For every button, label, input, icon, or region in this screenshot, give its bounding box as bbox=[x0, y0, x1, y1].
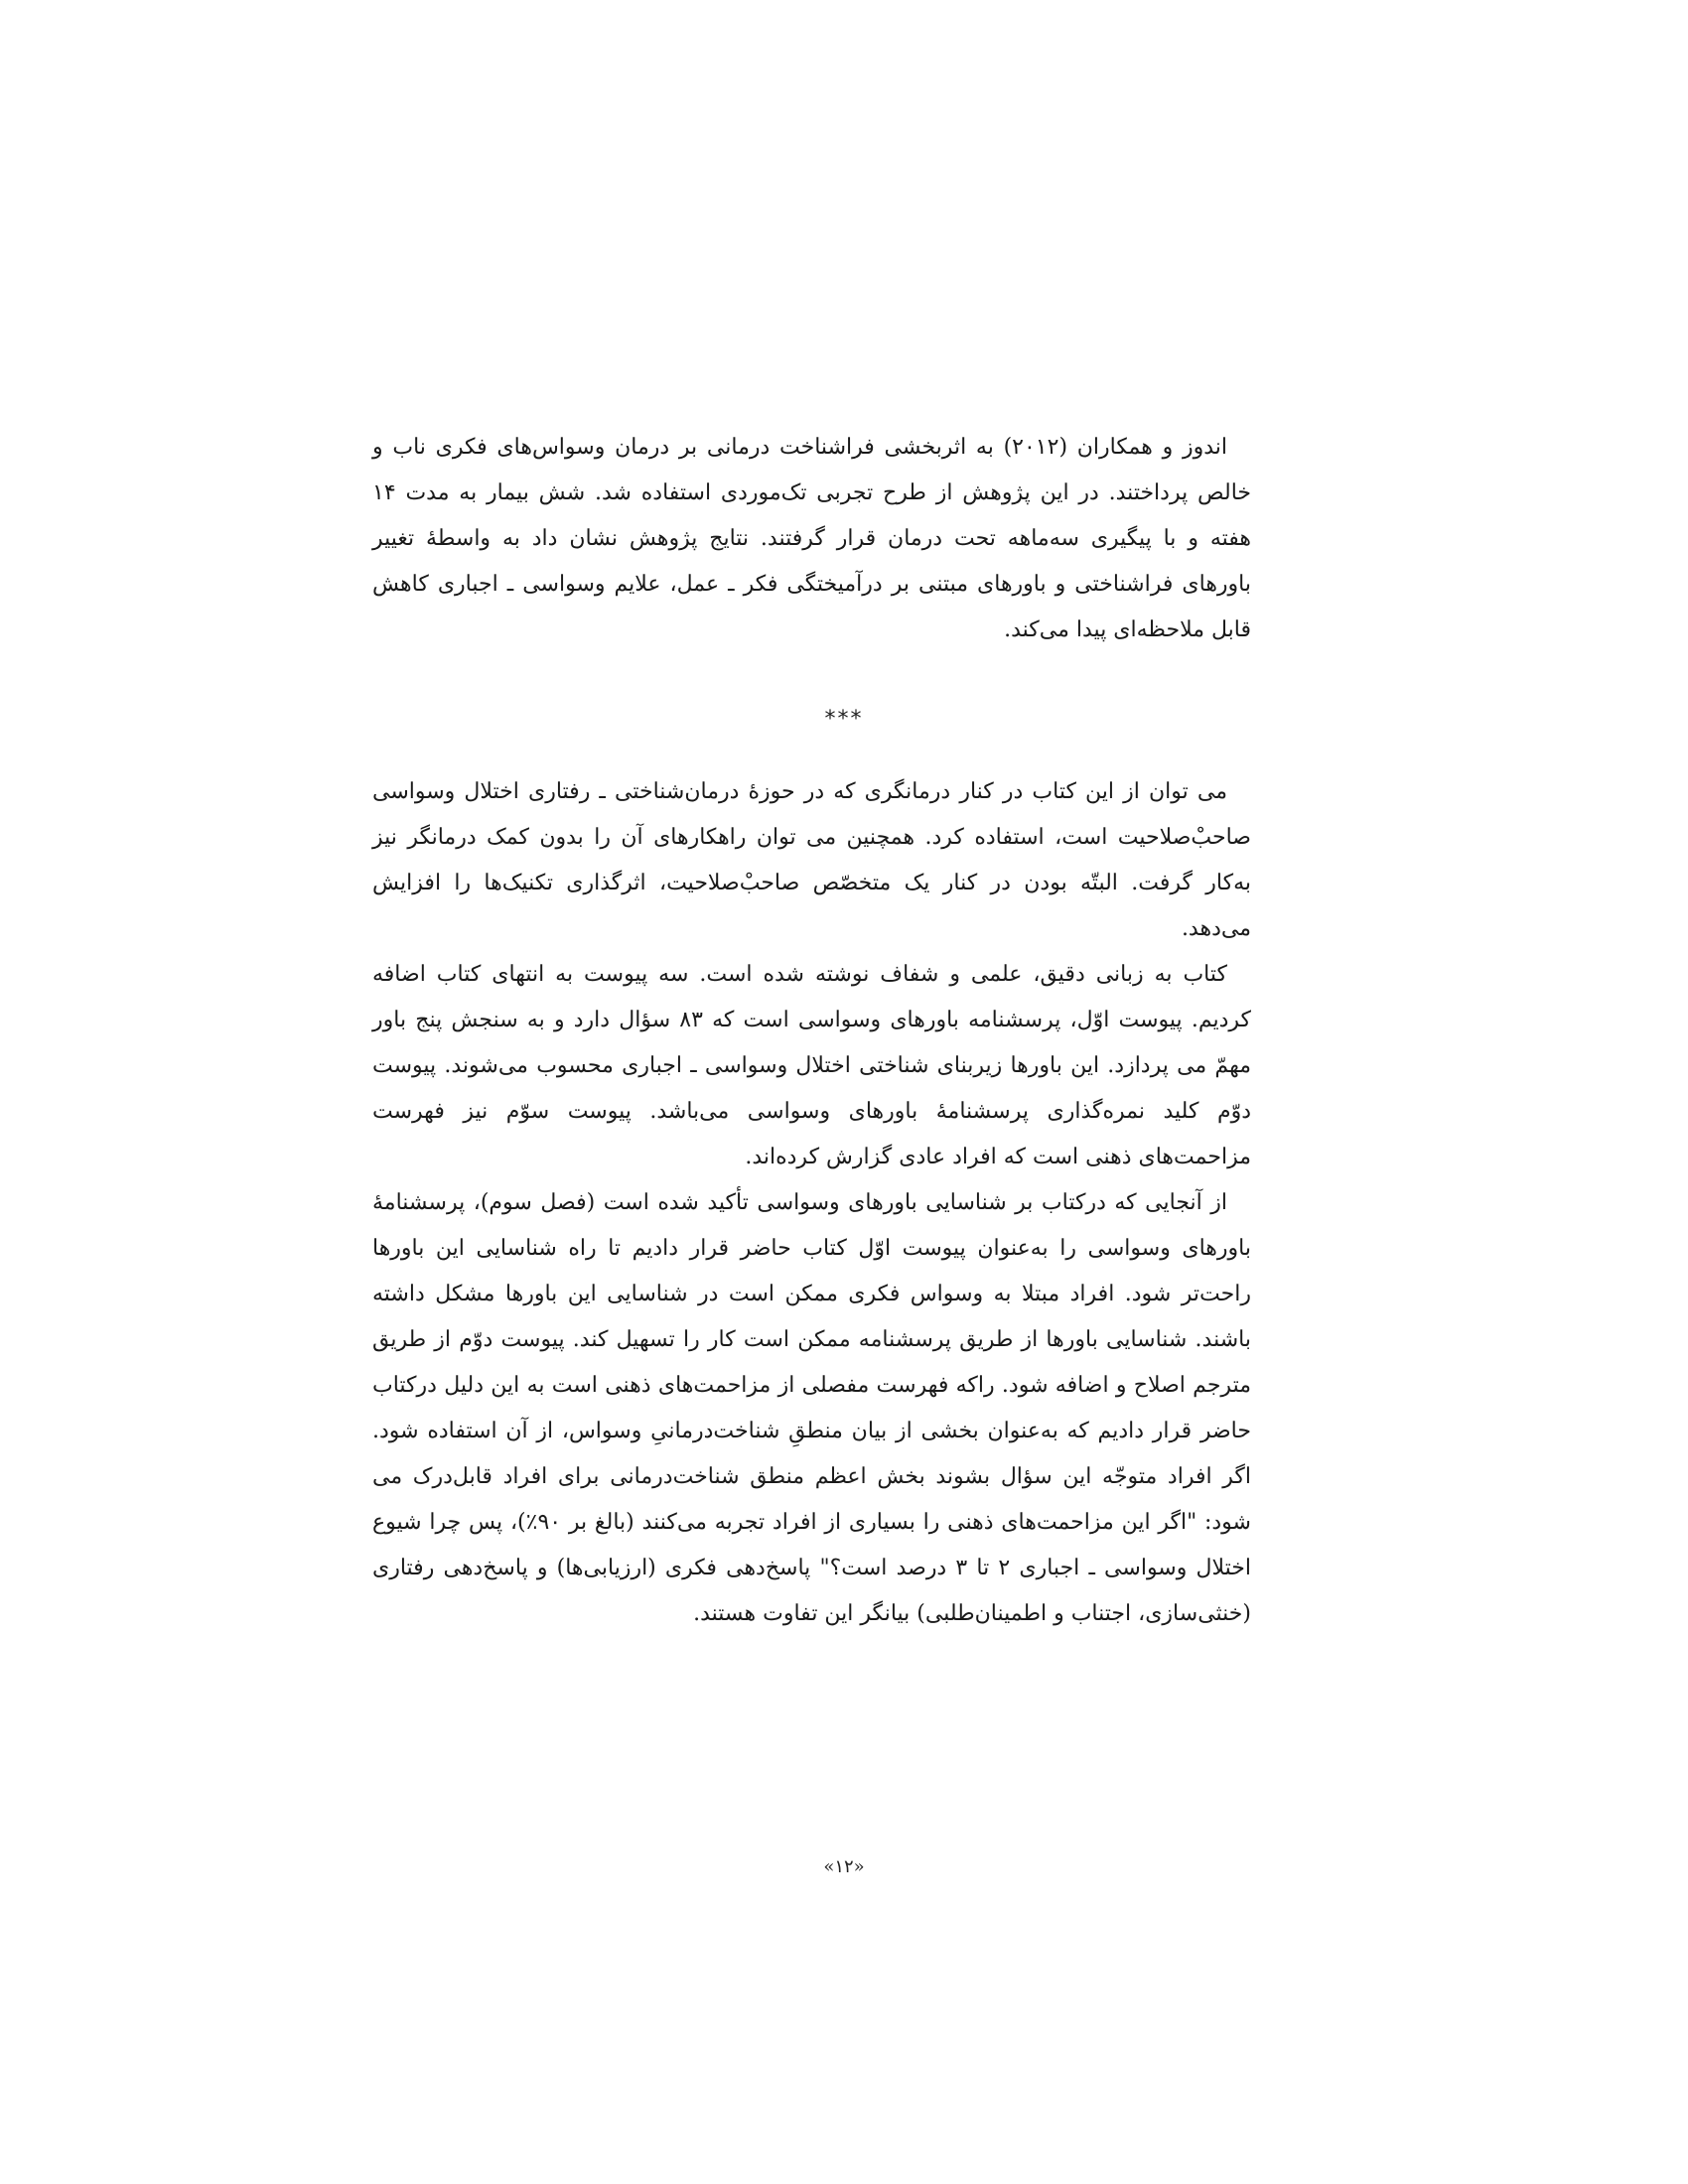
text-section-top bbox=[372, 425, 1251, 653]
paragraph: اندوز و همکاران (۲۰۱۲) به اثربخشی فراشناخت درمانی بر درمان وسواس‌های فکری ناب و خالص پرداختند. در این پژوهش از طرح تجربی تک‌موردی استفاده شد. شش بیمار به مدت ۱۴ هفته و با پیگیری سه‌ماهه تحت درمان قرار گرفتند. نتایج پژوهش نشان داد به واسطهٔ تغییر باورهای فراشناختی و باورهای مبتنی بر درآمیختگی فکر ـ عمل، علایم وسواسی ـ اجباری کاهش قابل ملاحظه‌ای پیدا می‌کند. bbox=[372, 435, 1251, 642]
paragraph: کتاب به زبانی دقیق، علمی و شفاف نوشته شده است. سه پیوست به انتهای کتاب اضافه کردیم. پیوست اوّل، پرسشنامه باورهای وسواسی است که ۸۳ سؤال دارد و به سنجش پنج باور مهمّ می پردازد. این باورها زیربنای شناختی اختلال وسواسی ـ اجباری محسوب می‌شوند. پیوست دوّم کلید نمره‌گذاری پرسشنامهٔ باورهای وسواسی می‌باشد. پیوست سوّم نیز فهرست مزاحمت‌های ذهنی است که افراد عادی گزارش کرده‌اند. bbox=[372, 962, 1251, 1169]
page-number: «۱۲» bbox=[823, 1856, 865, 1877]
paragraph: می توان از این کتاب در کنار درمانگری که در حوزهٔ درمان‌شناختی ـ رفتاری اختلال وسواسی صاحبْ‌صلاحیت است، استفاده کرد. همچنین می توان راهکارهای آن را بدون کمک درمانگر نیز به‌کار گرفت. البتّه بودن در کنار یک متخصّص صاحبْ‌صلاحیت، اثرگذاری تکنیک‌ها را افزایش می‌دهد. bbox=[372, 779, 1251, 941]
text-section-bottom bbox=[372, 769, 1251, 1637]
paragraph: از آنجایی که درکتاب بر شناسایی باورهای وسواسی تأکید شده است (فصل سوم)، پرسشنامهٔ باورهای وسواسی را به‌عنوان پیوست اوّل کتاب حاضر قرار دادیم تا راه شناسایی این باورها راحت‌تر شود. افراد مبتلا به وسواس فکری ممکن است در شناسایی این باورها مشکل داشته باشند. شناسایی باورها از طریق پرسشنامه ممکن است کار را تسهیل کند. پیوست دوّم از طریق مترجم اصلاح و اضافه شود. راکه فهرست مفصلی از مزاحمت‌های ذهنی است به این دلیل درکتاب حاضر قرار دادیم که به‌عنوان بخشی از بیان منطقِ شناخت‌درمانیِ وسواس، از آن استفاده شود. اگر افراد متوجّه این سؤال بشوند بخش اعظم منطق شناخت‌درمانی برای افراد قابل‌درک می شود: "اگر این مزاحمت‌های ذهنی را بسیاری از افراد تجربه می‌کنند (بالغ بر ۹۰٪)، پس چرا شیوع اختلال وسواسی ـ اجباری ۲ تا ۳ درصد است؟" پاسخ‌دهی فکری (ارزیابی‌ها) و پاسخ‌دهی رفتاری (خنثی‌سازی، اجتناب و اطمینان‌طلبی) بیانگر این تفاوت هستند. bbox=[372, 1190, 1251, 1626]
section-separator: *** bbox=[824, 707, 864, 732]
